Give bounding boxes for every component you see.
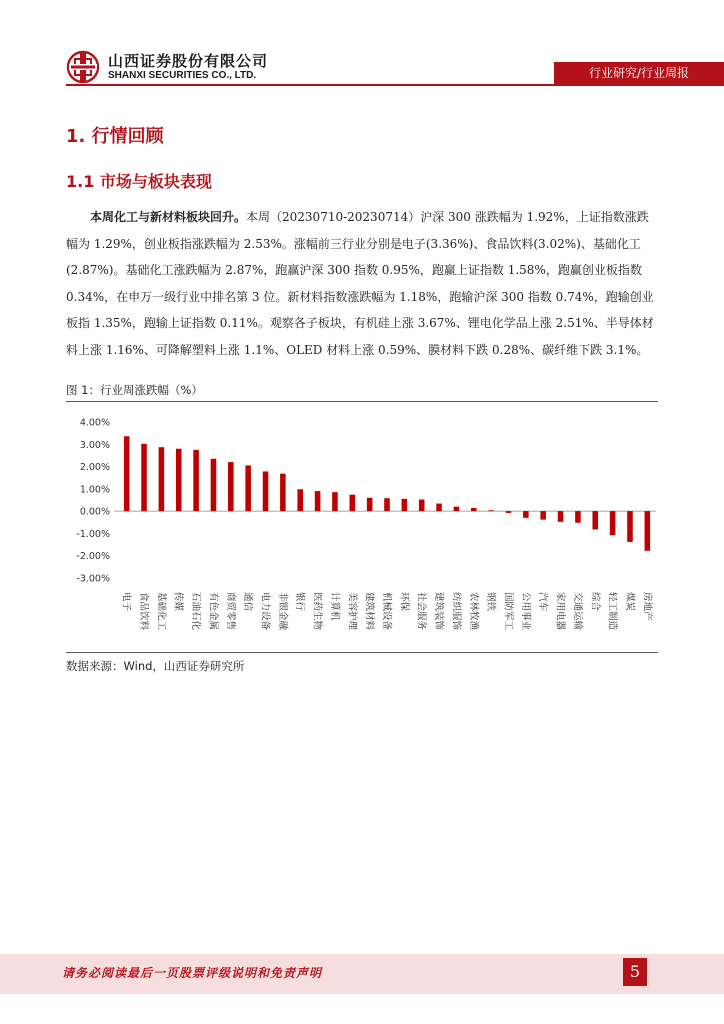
x-tick-label: 综合 xyxy=(589,592,601,612)
header-divider xyxy=(66,84,724,86)
x-tick-label: 机械设备 xyxy=(381,592,392,631)
bar xyxy=(402,499,408,511)
market-review-paragraph xyxy=(66,204,658,364)
bar xyxy=(332,492,338,511)
x-tick-label: 银行 xyxy=(294,592,306,612)
x-tick-label: 传媒 xyxy=(172,592,184,612)
bar xyxy=(558,511,564,522)
paragraph-lead: 本周化工与新材料板块回升。 xyxy=(90,210,247,224)
bar xyxy=(245,465,251,511)
figure-source: 数据来源：Wind，山西证券研究所 xyxy=(66,659,245,673)
paragraph-body: 本周（20230710-20230714）沪深 300 涨跌幅为 1.92%，上证指数涨跌幅为 1.29%，创业板指涨跌幅为 2.53%。涨幅前三行业分别是电子(3.36%)、食品饮料(3.02%)、基础化工(2.87%)。基础化工涨跌幅为 2.87%，跑赢沪深 300 指数 0.95%，跑赢上证指数 1.58%，跑赢创业板指数 0.34%，在申万一级行业中排名第 3 位。新材料指数涨跌幅为 1.18%，跑输沪深 300 指数 0.74%，跑输创业板指 1.35%，跑输上证指数 0.11%。观察各子板块，有机硅上涨 3.67%、锂电化学品上涨 2.51%、半导体材料上涨 1.16%、可降解塑料上涨 1.1%、OLED 材料上涨 0.59%、膜材料下跌 0.28%、碳纤维下跌 3.1%。 xyxy=(66,210,654,357)
bar xyxy=(592,511,598,529)
bar xyxy=(471,508,477,511)
x-tick-label: 纺织服饰 xyxy=(450,592,462,631)
x-tick-label: 轻工制造 xyxy=(606,592,618,631)
footer-disclaimer: 请务必阅读最后一页股票评级说明和免责声明 xyxy=(62,966,323,980)
bar xyxy=(176,449,182,511)
x-tick-label: 房地产 xyxy=(641,592,653,621)
subsection-heading: 1.1 市场与板块表现 xyxy=(66,172,212,191)
figure-top-rule xyxy=(66,401,658,402)
y-tick-label: 3.00% xyxy=(79,439,110,451)
bar xyxy=(627,511,633,542)
x-tick-label: 电子 xyxy=(120,592,132,612)
x-tick-label: 交通运输 xyxy=(571,592,583,631)
figure-bottom-rule xyxy=(66,652,658,653)
y-tick-label: 1.00% xyxy=(79,484,110,496)
y-tick-label: -3.00% xyxy=(76,573,110,585)
x-tick-label: 建筑装饰 xyxy=(433,592,445,631)
x-tick-label: 计算机 xyxy=(328,592,340,621)
x-tick-label: 通信 xyxy=(242,592,254,612)
x-tick-label: 农林牧渔 xyxy=(467,592,479,631)
section-heading: 1. 行情回顾 xyxy=(66,126,164,147)
x-tick-label: 汽车 xyxy=(537,592,549,612)
x-tick-label: 环保 xyxy=(398,592,410,612)
bar xyxy=(488,510,494,511)
x-tick-label: 商贸零售 xyxy=(224,592,236,631)
report-type-tag: 行业研究/行业周报 xyxy=(554,62,724,84)
bar xyxy=(280,474,286,511)
company-name-cn: 山西证券股份有限公司 xyxy=(108,52,269,70)
y-tick-label: 4.00% xyxy=(79,417,110,429)
bar xyxy=(436,504,442,512)
x-tick-label: 公用事业 xyxy=(519,592,531,631)
bar xyxy=(506,511,512,513)
x-tick-label: 建筑材料 xyxy=(363,592,375,631)
x-tick-label: 家用电器 xyxy=(554,592,566,631)
bar xyxy=(315,491,321,511)
company-logo-icon xyxy=(66,50,100,84)
bar xyxy=(297,489,303,511)
bar xyxy=(141,444,147,511)
bar xyxy=(193,450,199,511)
x-tick-label: 美容护理 xyxy=(346,592,358,631)
x-tick-label: 电力设备 xyxy=(259,592,271,631)
y-tick-label: -1.00% xyxy=(76,528,110,540)
bar xyxy=(263,471,269,511)
bar xyxy=(367,498,373,511)
bar xyxy=(523,511,529,518)
bar xyxy=(124,436,130,511)
bar xyxy=(211,459,217,511)
bar xyxy=(575,511,581,523)
x-tick-label: 医药生物 xyxy=(311,592,323,631)
bar xyxy=(228,462,234,511)
x-tick-label: 食品饮料 xyxy=(138,592,150,631)
x-tick-label: 社会服务 xyxy=(415,592,427,631)
x-tick-label: 基础化工 xyxy=(155,592,167,631)
bar xyxy=(384,498,390,511)
x-tick-label: 石油石化 xyxy=(190,592,202,631)
y-tick-label: 2.00% xyxy=(79,462,110,474)
y-tick-label: 0.00% xyxy=(79,506,110,518)
page-number: 5 xyxy=(623,958,647,986)
bar xyxy=(350,495,356,511)
bar xyxy=(645,511,651,551)
bar xyxy=(419,500,425,512)
x-tick-label: 煤炭 xyxy=(623,592,635,612)
x-tick-label: 有色金属 xyxy=(207,592,219,631)
bar xyxy=(610,511,616,535)
company-name-en: SHANXI SECURITIES CO., LTD. xyxy=(108,70,257,81)
x-tick-label: 非银金融 xyxy=(276,592,288,631)
bar xyxy=(159,447,165,511)
y-tick-label: -2.00% xyxy=(76,551,110,563)
industry-weekly-change-chart xyxy=(66,410,658,646)
x-tick-label: 钢铁 xyxy=(485,592,497,612)
figure-title: 图 1：行业周涨跌幅（%） xyxy=(66,383,203,397)
bar xyxy=(454,507,460,511)
bar xyxy=(540,511,546,519)
x-tick-label: 国防军工 xyxy=(502,592,514,631)
